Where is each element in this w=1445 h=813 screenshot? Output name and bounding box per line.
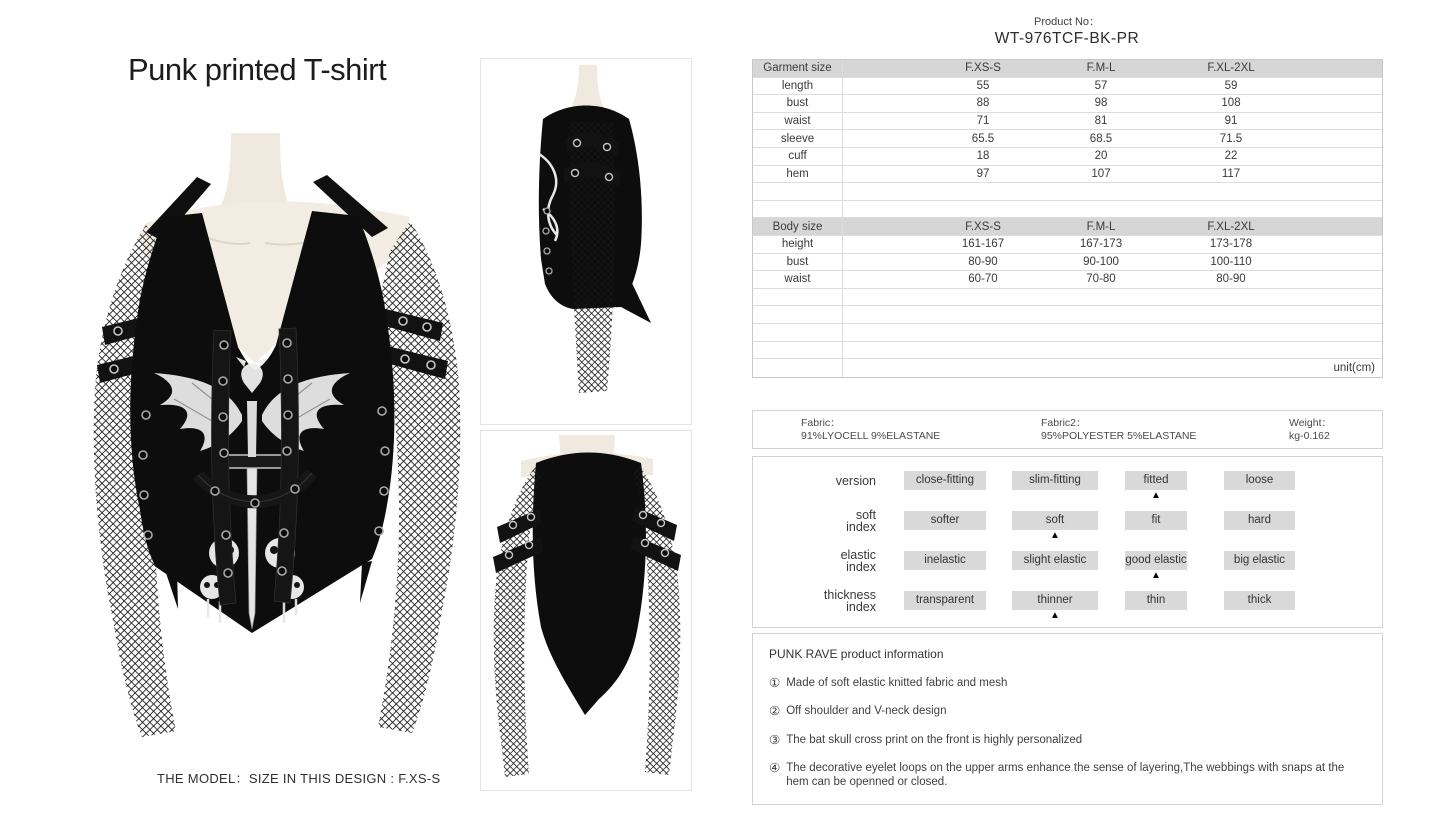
table-row-label bbox=[753, 289, 843, 306]
index-option: thick bbox=[1224, 591, 1295, 610]
product-number-block bbox=[937, 13, 1197, 48]
table-cell: 59 bbox=[1224, 79, 1238, 92]
size-table bbox=[752, 59, 1383, 378]
table-row-label: Body size bbox=[753, 218, 843, 235]
table-row bbox=[753, 95, 1382, 113]
info-item bbox=[769, 733, 1366, 747]
table-cell: 18 bbox=[976, 150, 990, 163]
index-row-label bbox=[753, 508, 876, 534]
index-option: good elastic bbox=[1125, 551, 1187, 570]
table-cell: 80-90 bbox=[968, 255, 998, 268]
fabric-label: Fabric2： bbox=[1041, 417, 1087, 429]
table-cell: 107 bbox=[1091, 167, 1111, 180]
mesh-sleeve bbox=[569, 121, 615, 393]
table-cell: 55 bbox=[976, 79, 990, 92]
table-cell: F.XS-S bbox=[965, 62, 1001, 75]
product-info-box bbox=[752, 633, 1383, 805]
table-cell: 161-167 bbox=[961, 238, 1005, 251]
table-cell: 20 bbox=[1094, 150, 1108, 163]
fabric-value: 95%POLYESTER 5%ELASTANE bbox=[1041, 430, 1197, 442]
table-row bbox=[753, 113, 1382, 131]
info-item-number: ② bbox=[769, 704, 781, 718]
index-row bbox=[753, 467, 1382, 507]
table-row-label: bust bbox=[753, 95, 843, 112]
info-item bbox=[769, 676, 1366, 690]
table-row-label: waist bbox=[753, 113, 843, 130]
table-row bbox=[753, 254, 1382, 272]
table-cell: 65.5 bbox=[971, 132, 995, 145]
index-option: inelastic bbox=[904, 551, 986, 570]
index-option: close-fitting bbox=[904, 471, 986, 490]
info-item-number: ④ bbox=[769, 761, 781, 775]
index-label-line: soft bbox=[855, 507, 876, 522]
index-option: big elastic bbox=[1224, 551, 1295, 570]
table-row-label: hem bbox=[753, 166, 843, 183]
selected-marker-icon: ▲ bbox=[1151, 490, 1161, 501]
index-row-label bbox=[753, 548, 876, 574]
attribute-index-box bbox=[752, 456, 1383, 628]
fabric-value: kg-0.162 bbox=[1289, 430, 1330, 442]
info-item-text: The decorative eyelet loops on the upper arms enhance the sense of layering,The webbings with snaps at the hem can be openned or closed. bbox=[786, 762, 1345, 788]
table-cell: 80-90 bbox=[1216, 273, 1246, 286]
table-row bbox=[753, 148, 1382, 166]
index-option: fitted bbox=[1125, 471, 1187, 490]
table-cell: F.XS-S bbox=[965, 220, 1001, 233]
index-option: slim-fitting bbox=[1012, 471, 1098, 490]
table-row bbox=[753, 306, 1382, 324]
table-cell: F.M-L bbox=[1086, 220, 1116, 233]
side-photo-svg bbox=[481, 59, 691, 424]
model-size-note: THE MODEL：SIZE IN THIS DESIGN : F.XS-S bbox=[157, 771, 441, 786]
table-row-label: bust bbox=[753, 254, 843, 271]
index-label-line: elastic bbox=[840, 547, 876, 562]
info-item-text: The bat skull cross print on the front is highly personalized bbox=[786, 733, 1083, 746]
fabric-label: Weight： bbox=[1289, 417, 1332, 429]
info-item-number: ③ bbox=[769, 732, 781, 747]
selected-marker-icon: ▲ bbox=[1050, 530, 1060, 541]
table-row-label bbox=[753, 342, 843, 359]
fabric-value: 91%LYOCELL 9%ELASTANE bbox=[801, 430, 941, 442]
table-row-label: cuff bbox=[753, 148, 843, 165]
table-cell: 71.5 bbox=[1219, 132, 1243, 145]
index-row bbox=[753, 587, 1382, 627]
table-cell: 108 bbox=[1221, 97, 1241, 110]
selected-marker-icon: ▲ bbox=[1050, 610, 1060, 621]
fabric-column bbox=[801, 417, 940, 443]
table-cell: 97 bbox=[976, 167, 990, 180]
product-photo-back bbox=[480, 430, 692, 791]
table-cell: 57 bbox=[1094, 79, 1108, 92]
index-label-line: index bbox=[846, 600, 876, 614]
page-title: Punk printed T-shirt bbox=[128, 52, 387, 87]
selected-marker-icon: ▲ bbox=[1151, 570, 1161, 581]
fabric-column bbox=[1041, 417, 1196, 443]
index-option: slight elastic bbox=[1012, 551, 1098, 570]
index-option: thin bbox=[1125, 591, 1187, 610]
index-row bbox=[753, 547, 1382, 587]
index-option: loose bbox=[1224, 471, 1295, 490]
index-option: transparent bbox=[904, 591, 986, 610]
table-cell: 88 bbox=[976, 97, 990, 110]
table-row bbox=[753, 324, 1382, 342]
table-row bbox=[753, 60, 1382, 78]
table-cell: 167-173 bbox=[1079, 238, 1123, 251]
table-row-label: Garment size bbox=[753, 60, 843, 77]
fabric-column bbox=[1289, 417, 1332, 443]
table-row-label: waist bbox=[753, 271, 843, 288]
front-photo-svg bbox=[80, 115, 465, 750]
table-row bbox=[753, 201, 1382, 219]
fabric-info-box bbox=[752, 410, 1383, 449]
table-cell: 173-178 bbox=[1209, 238, 1253, 251]
info-item bbox=[769, 761, 1366, 789]
index-option: fit bbox=[1125, 511, 1187, 530]
table-row bbox=[753, 130, 1382, 148]
index-label-line: thickness bbox=[823, 587, 876, 602]
table-row bbox=[753, 218, 1382, 236]
table-row-label: sleeve bbox=[753, 130, 843, 147]
table-row-label bbox=[753, 201, 843, 218]
info-item-list bbox=[753, 676, 1382, 790]
table-row-label: height bbox=[753, 236, 843, 253]
product-photo-front bbox=[80, 115, 465, 750]
table-row bbox=[753, 166, 1382, 184]
index-option: hard bbox=[1224, 511, 1295, 530]
info-item-number: ① bbox=[769, 675, 781, 690]
info-item-text: Off shoulder and V-neck design bbox=[786, 705, 947, 717]
back-photo-svg bbox=[481, 431, 691, 790]
index-label-line: index bbox=[846, 560, 876, 574]
table-cell: 100-110 bbox=[1210, 255, 1252, 268]
index-row-label bbox=[753, 468, 876, 494]
table-row bbox=[753, 359, 1382, 377]
table-cell: 90-100 bbox=[1083, 255, 1119, 268]
table-cell: F.XL-2XL bbox=[1207, 220, 1255, 233]
table-row bbox=[753, 271, 1382, 289]
info-title: PUNK RAVE product information bbox=[769, 647, 944, 661]
table-row-label bbox=[753, 324, 843, 341]
info-item-text: Made of soft elastic knitted fabric and mesh bbox=[786, 676, 1008, 689]
index-option: softer bbox=[904, 511, 986, 530]
product-no-label: Product No： bbox=[1033, 16, 1101, 28]
index-option: thinner bbox=[1012, 591, 1098, 610]
unit-label: unit(cm) bbox=[1333, 361, 1375, 374]
table-cell: 81 bbox=[1094, 115, 1108, 128]
index-option: soft bbox=[1012, 511, 1098, 530]
table-row-label: length bbox=[753, 78, 843, 95]
table-row-label bbox=[753, 306, 843, 323]
table-cell: 98 bbox=[1094, 97, 1108, 110]
table-cell: 68.5 bbox=[1089, 132, 1113, 145]
garment-back bbox=[533, 453, 646, 716]
table-row-label bbox=[753, 183, 843, 200]
table-cell: F.XL-2XL bbox=[1207, 62, 1255, 75]
index-row bbox=[753, 507, 1382, 547]
table-row bbox=[753, 183, 1382, 201]
product-photo-side bbox=[480, 58, 692, 425]
table-row bbox=[753, 342, 1382, 360]
index-label-line: version bbox=[835, 473, 876, 488]
index-label-line: index bbox=[846, 520, 876, 534]
table-cell: 71 bbox=[976, 115, 990, 128]
table-cell: 60-70 bbox=[968, 273, 998, 286]
table-row bbox=[753, 236, 1382, 254]
index-row-label bbox=[753, 588, 876, 614]
table-row bbox=[753, 289, 1382, 307]
product-no-value: WT-976TCF-BK-PR bbox=[994, 30, 1140, 47]
table-cell: 22 bbox=[1224, 150, 1238, 163]
table-cell: F.M-L bbox=[1086, 62, 1116, 75]
fabric-label: Fabric： bbox=[801, 417, 841, 429]
table-row-label bbox=[753, 359, 843, 377]
table-cell: 91 bbox=[1224, 115, 1238, 128]
table-row bbox=[753, 78, 1382, 96]
info-item bbox=[769, 704, 1366, 718]
table-cell: 117 bbox=[1221, 167, 1241, 180]
table-cell: 70-80 bbox=[1086, 273, 1116, 286]
